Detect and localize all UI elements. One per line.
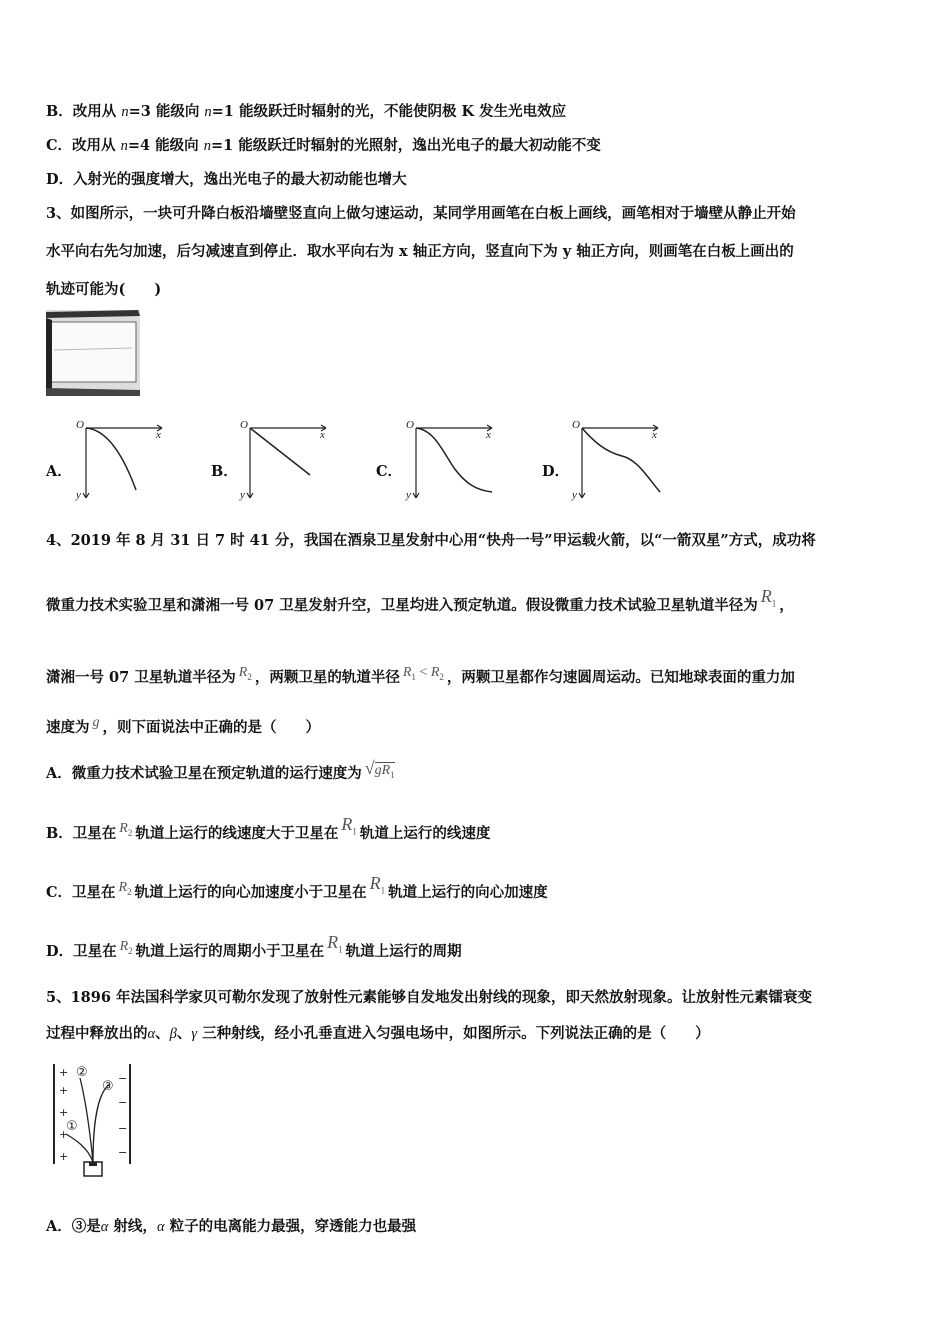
y-axis-label: y	[240, 489, 245, 501]
x-axis-label: x	[156, 429, 161, 441]
q3-stem-line3: 轨迹可能为( )	[46, 281, 162, 298]
alpha-symbol: α	[156, 1219, 165, 1235]
q5-stem-line1: 5、1896 年法国科学家贝可勒尔发现了放射性元素能够自发地发出射线的现象，即天然放射现象。让放射性元素镭衰变	[46, 989, 812, 1006]
radiation-field-figure	[50, 1062, 140, 1184]
q3-stem-line2: 水平向右先匀加速，后匀减速直到停止．取水平向右为 x 轴正方向，竖直向下为 y 轴正方向，则画笔在白板上画出的	[46, 243, 794, 260]
origin-label: O	[240, 419, 248, 431]
r2-symbol: $R_2$	[238, 665, 252, 682]
svg-text:+: +	[59, 1128, 69, 1141]
svg-text:+: +	[59, 1106, 69, 1119]
r1-symbol: $R_1$	[341, 814, 357, 837]
r2-symbol: $R_2$	[119, 821, 133, 838]
origin-label: O	[406, 419, 414, 431]
q2-option-d: D．入射光的强度增大，逸出光电子的最大初动能也增大	[46, 171, 407, 188]
trajectory-curve	[250, 428, 310, 475]
svg-text:−: −	[118, 1146, 128, 1159]
r2-symbol: $R_2$	[118, 880, 132, 897]
r1-symbol: $R_1$	[760, 586, 777, 609]
svg-text:−: −	[118, 1072, 128, 1085]
whiteboard-figure	[46, 310, 142, 398]
q3-graph-b	[238, 420, 338, 502]
q4-stem-line4: 速度为 g ，则下面说法中正确的是（ ）	[46, 715, 320, 736]
g-symbol: g	[92, 715, 100, 730]
q4-option-a: A．微重力技术试验卫星在预定轨道的运行速度为 $√gR_1$	[46, 758, 395, 782]
q3-option-c-label: C．	[376, 463, 403, 480]
label-2: ②	[76, 1065, 88, 1080]
beta-symbol: β	[169, 1026, 177, 1042]
svg-text:−: −	[118, 1122, 128, 1135]
q3-option-b-label: B．	[211, 463, 238, 480]
q3-option-d-label: D．	[542, 463, 570, 480]
q2-option-b: B．改用从 n=3 能级向 n=1 能级跃迁时辐射的光，不能使阴极 K 发生光电效应	[46, 103, 567, 120]
gamma-symbol: γ	[191, 1026, 198, 1042]
origin-label: O	[572, 419, 580, 431]
svg-text:+: +	[59, 1066, 69, 1079]
y-axis-label: y	[76, 489, 81, 501]
y-axis-label: y	[572, 489, 577, 501]
q3-option-a-label: A．	[46, 463, 72, 480]
q4-stem-line3: 潇湘一号 07 卫星轨道半径为 $R_2$ ，两颗卫星的轨道半径 $R_1 < R_2$ ，两颗卫星都作匀速圆周运动。已知地球表面的重力加	[46, 665, 795, 686]
minus-signs	[118, 1072, 127, 1159]
origin-label: O	[76, 419, 84, 431]
q2-option-c: C．改用从 n=4 能级向 n=1 能级跃迁时辐射的光照射，逸出光电子的最大初动能不变	[46, 137, 601, 154]
q3-graph-d	[570, 420, 670, 502]
trajectory-curve	[582, 428, 660, 492]
plus-signs	[59, 1066, 68, 1163]
x-axis-label: x	[486, 429, 491, 441]
q4-option-c: C．卫星在 $R_2$ 轨道上运行的向心加速度小于卫星在 $R_1$ 轨道上运行的向心加速度	[46, 873, 548, 901]
y-axis-label: y	[406, 489, 411, 501]
r2-symbol: $R_2$	[119, 939, 133, 956]
inequality-r1-lt-r2: $R_1 < R_2$	[402, 665, 444, 682]
x-axis-label: x	[652, 429, 657, 441]
q5-option-a: A．③是α 射线，α 粒子的电离能力最强，穿透能力也最强	[46, 1218, 417, 1235]
svg-text:−: −	[118, 1096, 128, 1109]
q4-stem-line2: 微重力技术实验卫星和潇湘一号 07 卫星发射升空，卫星均进入预定轨道。假设微重力技术试验卫星轨道半径为 $R_1$ ，	[46, 586, 794, 614]
svg-text:+: +	[59, 1084, 69, 1097]
alpha-symbol: α	[147, 1026, 156, 1042]
q5-stem-line2: 过程中释放出的α、β、γ 三种射线，经小孔垂直进入匀强电场中，如图所示。下列说法正确的是（ ）	[46, 1025, 710, 1042]
r1-symbol: $R_1$	[369, 873, 386, 896]
trajectory-curve	[416, 428, 492, 492]
label-1: ①	[66, 1119, 78, 1134]
q3-graph-a	[74, 420, 174, 502]
sqrt-gr1-expression: $√gR_1$	[364, 758, 395, 780]
sqrt-body: $gR_1$	[374, 763, 395, 780]
label-3: ③	[102, 1079, 114, 1094]
x-axis-label: x	[320, 429, 325, 441]
svg-text:+: +	[59, 1150, 69, 1163]
q4-option-b: B．卫星在 $R_2$ 轨道上运行的线速度大于卫星在 $R_1$ 轨道上运行的线速度	[46, 814, 491, 842]
q4-option-d: D．卫星在 $R_2$ 轨道上运行的周期小于卫星在 $R_1$ 轨道上运行的周期	[46, 932, 462, 960]
trajectory-curve	[86, 428, 136, 490]
q3-graph-c	[404, 420, 504, 502]
r1-symbol: $R_1$	[327, 932, 343, 955]
alpha-symbol: α	[100, 1219, 109, 1235]
q3-stem-line1: 3、如图所示，一块可升降白板沿墙壁竖直向上做匀速运动，某同学用画笔在白板上画线，画笔相对于墙壁从静止开始	[46, 205, 796, 222]
q4-stem-line1: 4、2019 年 8 月 31 日 7 时 41 分，我国在酒泉卫星发射中心用“快舟一号”甲运载火箭，以“一箭双星”方式，成功将	[46, 532, 816, 549]
